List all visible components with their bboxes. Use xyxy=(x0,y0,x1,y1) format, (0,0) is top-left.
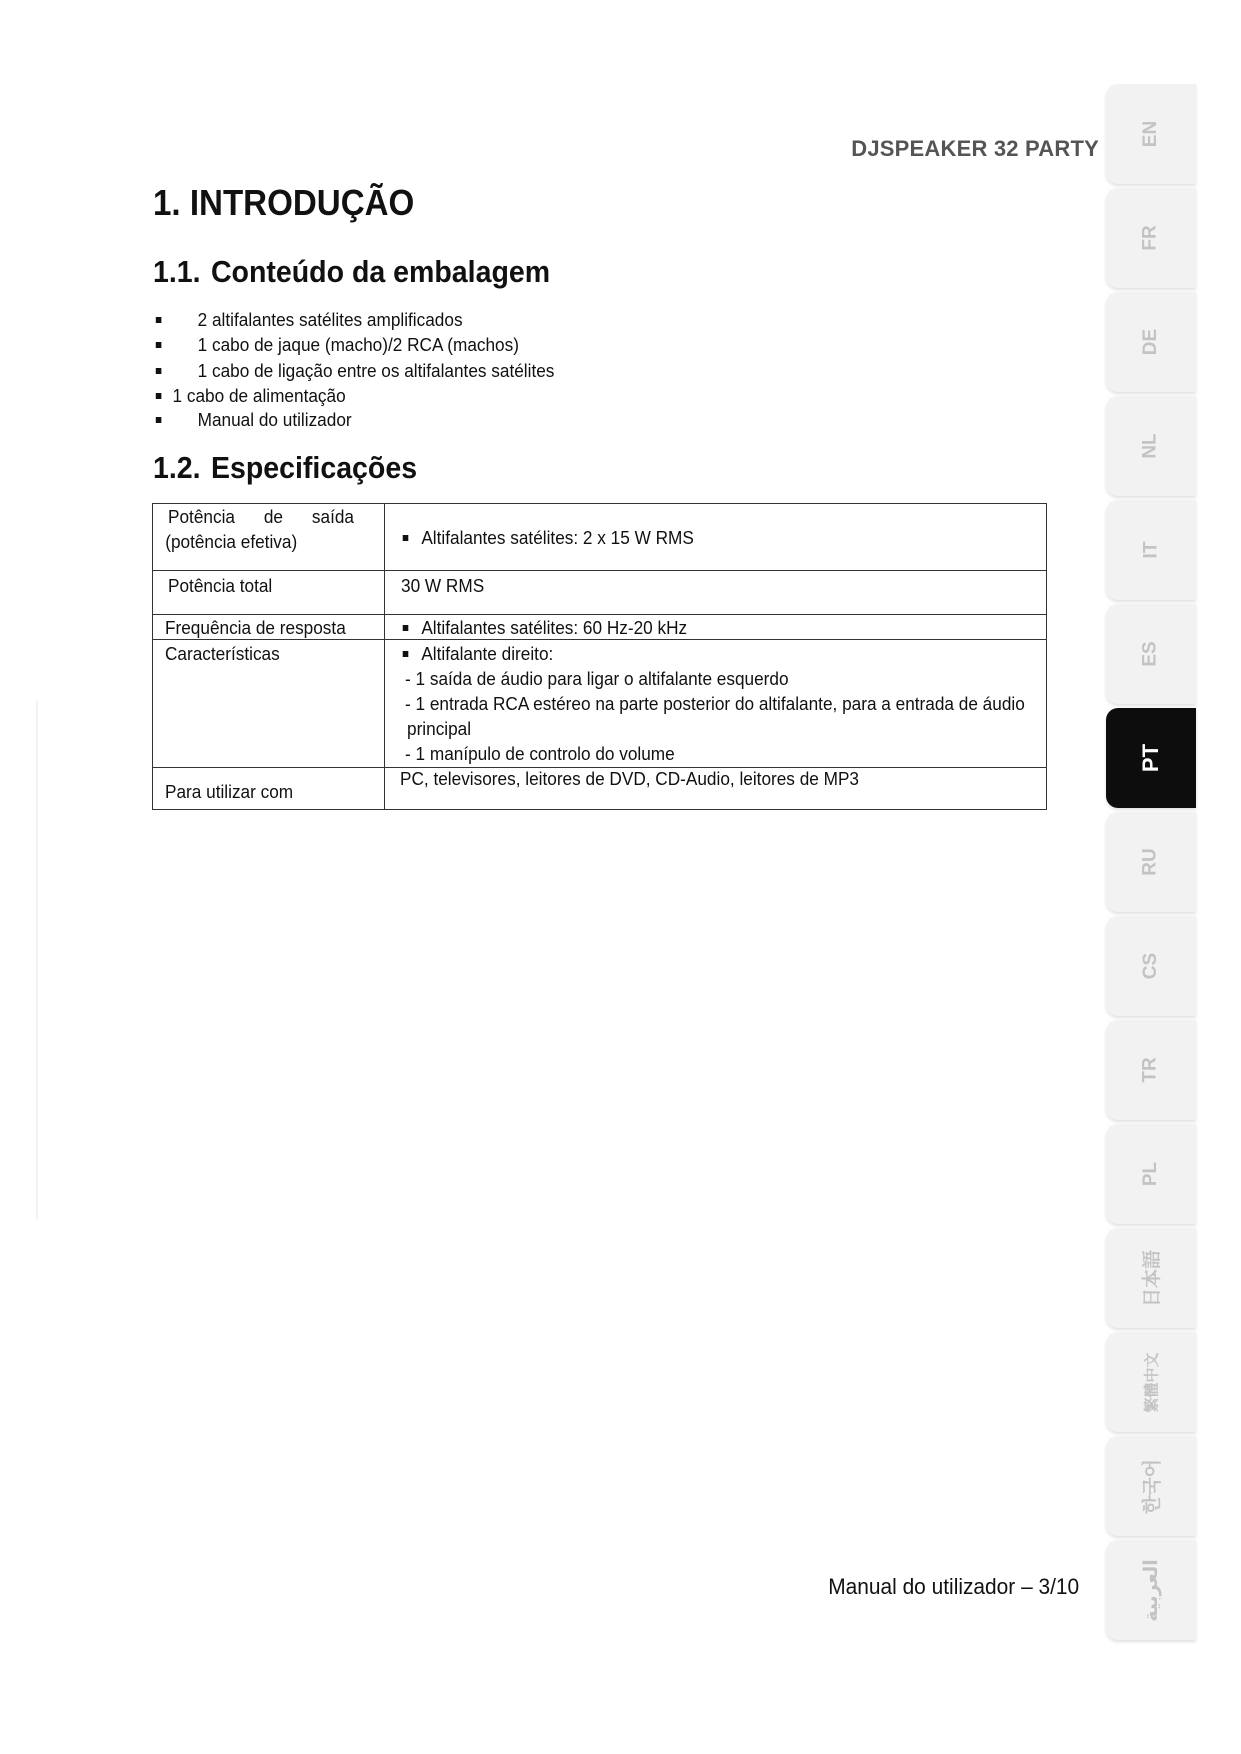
language-tab-tr[interactable]: TR xyxy=(1106,1020,1196,1120)
table-row-output-power xyxy=(153,504,1046,571)
page-edge-shadow xyxy=(36,700,38,1220)
table-cell-label: Características xyxy=(165,643,280,664)
features-line: - 1 manípulo de controlo do volume xyxy=(405,743,675,764)
bullet-square-icon xyxy=(156,342,162,348)
subsection-number: 1.1. xyxy=(153,254,201,289)
subsection-title-text: Especificações xyxy=(210,450,418,485)
table-row-features xyxy=(153,640,1046,768)
table-row-use-with xyxy=(153,768,1046,811)
language-tab-it[interactable]: IT xyxy=(1106,500,1196,600)
table-cell-label: Para utilizar com xyxy=(165,781,294,802)
subsection-title-text: Conteúdo da embalagem xyxy=(210,254,551,289)
table-cell-label: Frequência de resposta xyxy=(165,617,346,638)
table-cell-value xyxy=(385,640,1046,767)
bullet-square-icon xyxy=(403,625,409,631)
language-tab-es[interactable]: ES xyxy=(1106,604,1196,704)
language-tab-ja[interactable]: 日本語 xyxy=(1106,1228,1196,1328)
table-row-frequency-response xyxy=(153,615,1046,640)
bullet-square-icon xyxy=(403,535,409,541)
section-title-introduction: 1. INTRODUÇÃO xyxy=(153,182,415,223)
table-cell-value: 30 W RMS xyxy=(401,575,485,596)
subsection-number: 1.2. xyxy=(153,450,201,485)
language-tab-ar[interactable]: العربية xyxy=(1106,1540,1196,1640)
language-tab-pt[interactable]: PT xyxy=(1106,708,1196,808)
table-cell-label xyxy=(165,505,354,554)
features-line: - 1 entrada RCA estéreo na parte posterior do altifalante, para a entrada de áudio xyxy=(405,693,1025,714)
language-tab-ru[interactable]: RU xyxy=(1106,812,1196,912)
features-heading: Altifalante direito: xyxy=(399,642,553,667)
language-tab-cs[interactable]: CS xyxy=(1106,916,1196,1016)
language-tab-de[interactable]: DE xyxy=(1106,292,1196,392)
bullet-square-icon xyxy=(156,417,162,423)
subsection-title-specifications xyxy=(153,450,417,486)
product-name-header: DJSPEAKER 32 PARTY xyxy=(851,136,1099,161)
features-line: principal xyxy=(407,718,472,739)
features-line: - 1 saída de áudio para ligar o altifalante esquerdo xyxy=(405,668,789,689)
language-tab-fr[interactable]: FR xyxy=(1106,188,1196,288)
subsection-title-package-contents xyxy=(153,254,550,290)
table-cell-value: Altifalantes satélites: 60 Hz-20 kHz xyxy=(399,616,687,641)
language-tab-ko[interactable]: 한국어 xyxy=(1106,1436,1196,1536)
page-footer: Manual do utilizador – 3/10 xyxy=(828,1574,1079,1599)
table-cell-label: Potência total xyxy=(168,575,273,596)
bullet-square-icon xyxy=(156,393,162,399)
specifications-table xyxy=(152,503,1047,810)
label-line-1: Potência de saída xyxy=(168,506,354,527)
bullet-square-icon xyxy=(156,317,162,323)
bullet-square-icon xyxy=(156,368,162,374)
table-cell-value: PC, televisores, leitores de DVD, CD-Audio, leitores de MP3 xyxy=(400,768,859,789)
label-line-2: (potência efetiva) xyxy=(165,530,298,552)
table-row-total-power xyxy=(153,571,1046,615)
language-tab-zh-tw[interactable]: 繁體中文 xyxy=(1106,1332,1196,1432)
language-tab-nl[interactable]: NL xyxy=(1106,396,1196,496)
bullet-square-icon xyxy=(403,651,409,657)
language-tab-pl[interactable]: PL xyxy=(1106,1124,1196,1224)
language-tab-en[interactable]: EN xyxy=(1106,84,1196,184)
table-cell-value: Altifalantes satélites: 2 x 15 W RMS xyxy=(399,526,694,551)
